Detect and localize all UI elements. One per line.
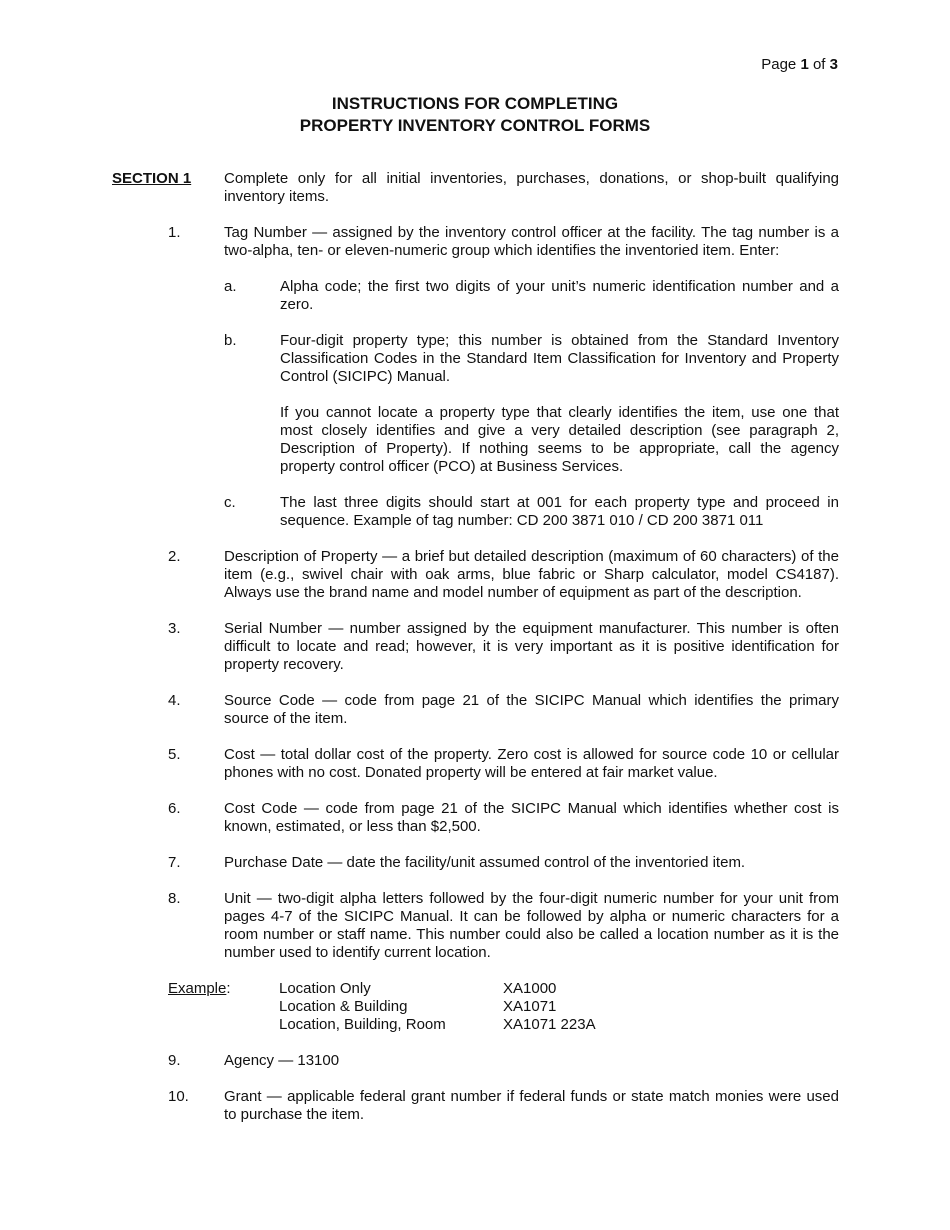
sub-item-letter: b. — [224, 332, 237, 349]
list-item-7 — [168, 854, 839, 872]
item-text: Unit — two-digit alpha letters followed by the four-digit numeric number for your unit from pages 4-7 of the SICIPC Manual. It can be followed by alpha or numeric characters for a room number or staff name. This number could also be called a location number as it is the number used to identify current location. — [224, 890, 839, 961]
example-table — [279, 980, 596, 1034]
item-number: 2. — [168, 548, 181, 565]
page-prefix: Page — [761, 56, 797, 73]
section-intro: Complete only for all initial inventories, purchases, donations, or shop-built qualifying inventory items. — [224, 170, 839, 205]
section-1 — [112, 170, 839, 206]
list-item-9 — [168, 1052, 839, 1070]
title-line-1: INSTRUCTIONS FOR COMPLETING — [331, 94, 619, 113]
title-line-2: PROPERTY INVENTORY CONTROL FORMS — [299, 116, 651, 135]
item-text: Cost Code — code from page 21 of the SICIPC Manual which identifies whether cost is known, estimated, or less than $2,500. — [224, 800, 839, 835]
item-number: 6. — [168, 800, 181, 817]
item-number: 10. — [168, 1088, 189, 1105]
example-block — [168, 980, 839, 1034]
item-text: Source Code — code from page 21 of the SICIPC Manual which identifies the primary source of the item. — [224, 692, 839, 727]
item-number: 3. — [168, 620, 181, 637]
list-item-3 — [168, 620, 839, 674]
item-number: 5. — [168, 746, 181, 763]
sub-item-b-note: If you cannot locate a property type that clearly identifies the item, use one that most closely identifies and give a very detailed description (see paragraph 2, Description of Property). If nothing seems to be appropriate, call the agency property control officer (PCO) at Business Services. — [280, 404, 839, 475]
page-of: of — [812, 56, 826, 73]
item-text: Purchase Date — date the facility/unit assumed control of the inventoried item. — [224, 854, 746, 871]
sub-item-text: Alpha code; the first two digits of your unit’s numeric identification number and a zero. — [280, 278, 839, 313]
item-text: Serial Number — number assigned by the equipment manufacturer. This number is often difficult to locate and read; however, it is very important as it is positive identification for property recovery. — [224, 620, 839, 673]
list-item-1 — [168, 224, 839, 530]
item-number: 9. — [168, 1052, 181, 1069]
section-label: SECTION 1 — [112, 170, 192, 187]
list-item-8 — [168, 890, 839, 962]
item-text: Tag Number — assigned by the inventory control officer at the facility. The tag number is a two-alpha, ten- or eleven-numeric group which identifies the inventoried item. Enter: — [224, 224, 839, 259]
page-current: 1 — [800, 56, 809, 73]
sub-item-text: Four-digit property type; this number is obtained from the Standard Inventory Classification Codes in the Standard Item Classification for Inventory and Property Control (SICIPC) Manual. — [280, 332, 839, 385]
sub-list — [224, 278, 839, 530]
page-total: 3 — [829, 56, 838, 73]
list-item-5 — [168, 746, 839, 782]
sub-item-letter: c. — [224, 494, 236, 511]
example-row-name: Location & Building — [279, 998, 408, 1015]
page-title — [0, 93, 950, 137]
sub-item-text: The last three digits should start at 001 for each property type and proceed in sequence. Example of tag number: CD 200 3871 010 / CD 200 3871 011 — [280, 494, 839, 529]
sub-item-letter: a. — [224, 278, 237, 295]
sub-item-b — [224, 332, 839, 386]
list-item-6 — [168, 800, 839, 836]
list-item-4 — [168, 692, 839, 728]
sub-item-c — [224, 494, 839, 530]
example-row-code: XA1071 223A — [503, 1016, 596, 1033]
sub-item-a — [224, 278, 839, 314]
example-row-name: Location, Building, Room — [279, 1016, 446, 1033]
list-item-10 — [168, 1088, 839, 1124]
item-text: Description of Property — a brief but detailed description (maximum of 60 characters) of the item (e.g., swivel chair with oak arms, blue fabric or Sharp calculator, model CS4187). Always use the brand name and model number of equipment as part of the description. — [224, 548, 839, 601]
item-number: 7. — [168, 854, 181, 871]
item-text: Cost — total dollar cost of the property. Zero cost is allowed for source code 10 or cellular phones with no cost. Donated property will be entered at fair market value. — [224, 746, 839, 781]
item-text: Grant — applicable federal grant number if federal funds or state match monies were used to purchase the item. — [224, 1088, 839, 1123]
page-number — [761, 56, 838, 74]
example-label: Example: — [168, 980, 231, 997]
item-number: 4. — [168, 692, 181, 709]
example-row-code: XA1000 — [503, 980, 557, 997]
item-text: Agency — 13100 — [224, 1052, 340, 1069]
example-row-name: Location Only — [279, 980, 371, 997]
item-number: 1. — [168, 224, 181, 241]
example-row-code: XA1071 — [503, 998, 557, 1015]
document-body — [112, 170, 839, 1142]
item-number: 8. — [168, 890, 181, 907]
list-item-2 — [168, 548, 839, 602]
